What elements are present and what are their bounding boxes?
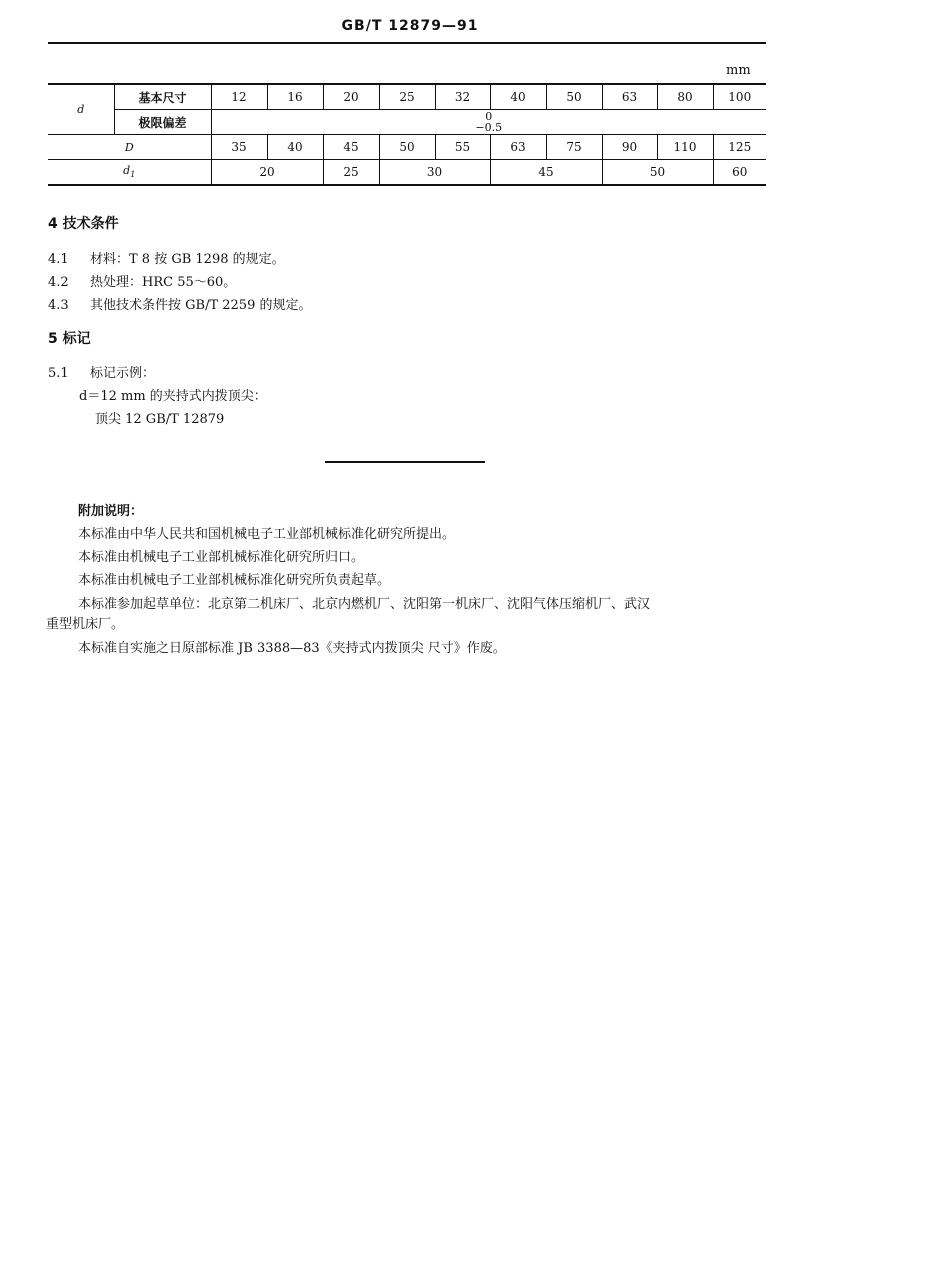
section-5-title: 5 标记 xyxy=(48,331,91,347)
d1-cell: 20 xyxy=(211,160,323,186)
symbol-d1-subscript: 1 xyxy=(130,170,136,180)
d1-cell: 50 xyxy=(602,160,713,186)
clause-text: 标记示例： xyxy=(90,366,156,381)
basic-size-cell: 50 xyxy=(546,84,602,110)
clause-4-3 xyxy=(48,294,311,313)
note-line: 本标准自实施之日原部标准 JB 3388—83《夹持式内拨顶尖 尺寸》作废。 xyxy=(78,641,506,656)
basic-size-cell: 100 xyxy=(713,84,766,110)
note-line: 本标准由中华人民共和国机械电子工业部机械标准化研究所提出。 xyxy=(78,527,456,542)
D-cell: 50 xyxy=(379,135,435,160)
symbol-d1-base: d xyxy=(123,164,131,178)
marking-example-condition: d＝12 mm 的夹持式内拨顶尖： xyxy=(79,389,267,404)
clause-number: 4.2 xyxy=(48,275,69,290)
D-cell: 63 xyxy=(490,135,546,160)
tolerance-upper: 0 xyxy=(485,110,493,123)
tolerance-lower: −0.5 xyxy=(475,121,503,134)
header-rule xyxy=(48,42,766,44)
table-row-D xyxy=(48,135,766,160)
D-cell: 125 xyxy=(713,135,766,160)
D-cell: 40 xyxy=(267,135,323,160)
section-divider xyxy=(325,461,485,463)
basic-size-cell: 32 xyxy=(435,84,490,110)
label-basic-size: 基本尺寸 xyxy=(114,84,211,110)
basic-size-cell: 16 xyxy=(267,84,323,110)
D-cell: 45 xyxy=(323,135,379,160)
clause-number: 4.3 xyxy=(48,298,69,313)
symbol-d: d xyxy=(48,84,114,135)
table-row-d1 xyxy=(48,160,766,186)
D-cell: 55 xyxy=(435,135,490,160)
note-line: 重型机床厂。 xyxy=(46,617,125,632)
section-4-title: 4 技术条件 xyxy=(48,216,119,232)
note-line: 本标准由机械电子工业部机械标准化研究所归口。 xyxy=(78,550,365,565)
clause-4-1 xyxy=(48,248,285,267)
basic-size-cell: 80 xyxy=(657,84,713,110)
clause-text: 材料：T 8 按 GB 1298 的规定。 xyxy=(90,252,285,267)
symbol-d1 xyxy=(48,160,211,186)
basic-size-cell: 20 xyxy=(323,84,379,110)
symbol-D: D xyxy=(48,135,211,160)
clause-text: 其他技术条件按 GB/T 2259 的规定。 xyxy=(90,298,312,313)
table-row-tolerance xyxy=(48,110,766,135)
basic-size-cell: 25 xyxy=(379,84,435,110)
d1-cell: 25 xyxy=(323,160,379,186)
notes-title: 附加说明： xyxy=(78,504,144,519)
note-line: 本标准由机械电子工业部机械标准化研究所负责起草。 xyxy=(78,573,391,588)
basic-size-cell: 12 xyxy=(211,84,267,110)
D-cell: 75 xyxy=(546,135,602,160)
d1-cell: 30 xyxy=(379,160,490,186)
d1-cell: 45 xyxy=(490,160,602,186)
standard-code-header: GB/T 12879—91 xyxy=(341,18,479,34)
basic-size-cell: 63 xyxy=(602,84,657,110)
table-row-basic-size xyxy=(48,84,766,110)
clause-number: 4.1 xyxy=(48,252,69,267)
D-cell: 90 xyxy=(602,135,657,160)
D-cell: 110 xyxy=(657,135,713,160)
note-line: 本标准参加起草单位：北京第二机床厂、北京内燃机厂、沈阳第一机床厂、沈阳气体压缩机厂、武汉 xyxy=(78,597,651,612)
dimension-table xyxy=(48,83,766,186)
label-tolerance: 极限偏差 xyxy=(114,110,211,135)
clause-5-1 xyxy=(48,362,155,381)
clause-4-2 xyxy=(48,271,236,290)
clause-text: 热处理：HRC 55～60。 xyxy=(90,275,237,290)
D-cell: 35 xyxy=(211,135,267,160)
clause-number: 5.1 xyxy=(48,366,69,381)
marking-example: 顶尖 12 GB/T 12879 xyxy=(95,412,225,427)
basic-size-cell: 40 xyxy=(490,84,546,110)
d1-cell: 60 xyxy=(713,160,766,186)
table-unit: mm xyxy=(726,63,751,78)
tolerance-cell xyxy=(211,110,766,135)
